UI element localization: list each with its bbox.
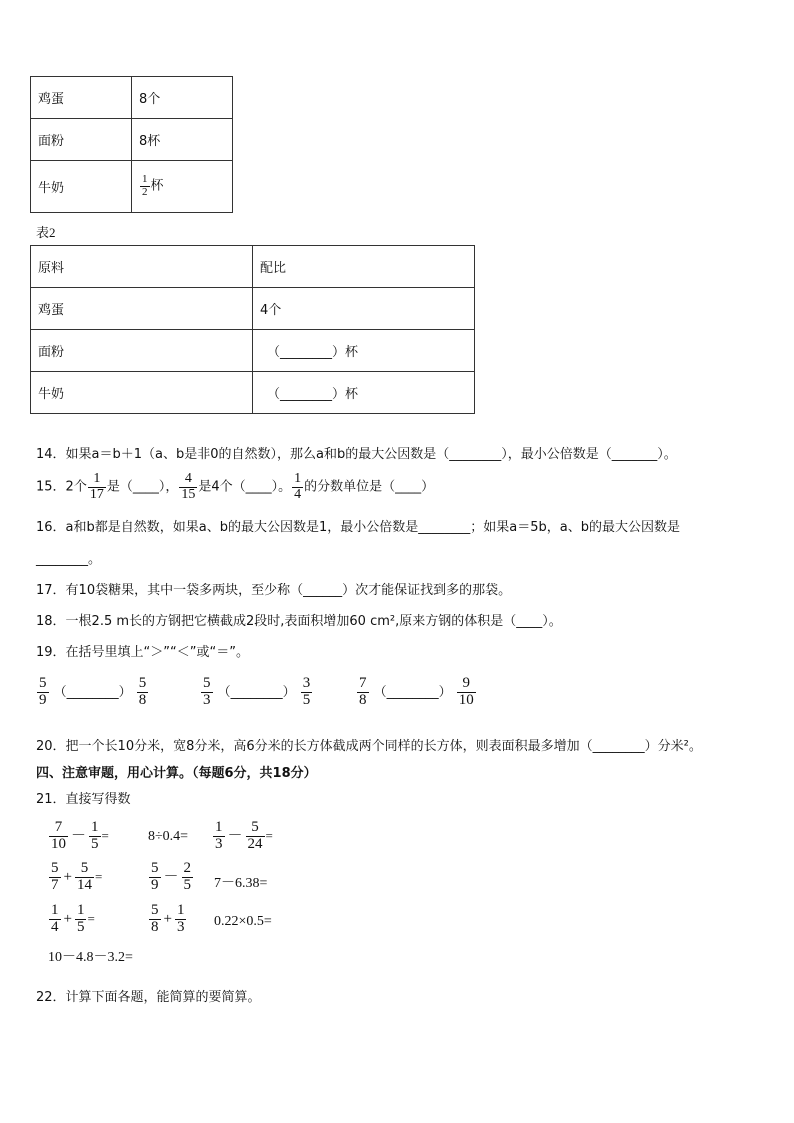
fraction: $\frac{5}{7}$ bbox=[51, 860, 59, 893]
fraction: $\frac{5}{14}$ bbox=[76, 860, 92, 893]
table1-amount: 8个 bbox=[132, 77, 233, 119]
ingredients-table-2 bbox=[30, 245, 475, 414]
calc-expression-3: $\frac{1}{3}$ － $\frac{5}{24}$ = bbox=[215, 819, 273, 852]
calc-expression-2: 8÷0.4= bbox=[148, 829, 189, 844]
calc-expression-6: 7－6.38= bbox=[214, 876, 268, 891]
fraction: $\frac{4}{15}$ bbox=[181, 471, 196, 502]
table2-amount: （________）杯 bbox=[253, 372, 475, 414]
fraction: $\frac{5}{8}$ bbox=[138, 675, 147, 708]
table2-caption: 表2 bbox=[36, 225, 56, 240]
calc-expression-8: $\frac{5}{8}$ + $\frac{1}{3}$ bbox=[151, 902, 185, 935]
fraction: $\frac{1}{3}$ bbox=[176, 902, 185, 935]
fraction: $\frac{5}{9}$ bbox=[151, 860, 159, 893]
calc-expression-9: 0.22×0.5= bbox=[214, 914, 272, 929]
table1-amount: 8杯 bbox=[132, 119, 233, 161]
question-17: 17．有10袋糖果，其中一袋多两块，至少称（______）次才能保证找到多的那袋。 bbox=[36, 583, 512, 598]
question-14: 14．如果a＝b＋1（a、b是非0的自然数），那么a和b的最大公因数是（________），最小公倍数是（_______）。 bbox=[36, 447, 677, 462]
calc-expression-1: $\frac{7}{10}$ － $\frac{1}{5}$ = bbox=[51, 819, 109, 852]
fraction: $\frac{5}{24}$ bbox=[247, 819, 263, 852]
comparison-blank[interactable]: （________） bbox=[53, 684, 132, 700]
fraction: $\frac{3}{5}$ bbox=[302, 675, 311, 708]
comparison-pair-3 bbox=[356, 676, 477, 709]
question-15: 15．2个 $\frac{1}{17}$ 是（____）， $\frac{4}{15}$ 是4个（____）。 $\frac{1}{4}$ 的分数单位是（____） bbox=[36, 471, 435, 502]
table2-item: 面粉 bbox=[31, 330, 253, 372]
calc-expression-5: $\frac{5}{9}$ － $\frac{2}{5}$ bbox=[151, 860, 192, 893]
question-21: 21．直接写得数 bbox=[36, 792, 131, 807]
comparison-pair-1 bbox=[36, 676, 149, 709]
comparison-blank[interactable]: （________） bbox=[373, 684, 452, 700]
comparison-blank[interactable]: （________） bbox=[217, 684, 296, 700]
comparison-pair-2 bbox=[200, 676, 313, 709]
table1-item: 鸡蛋 bbox=[31, 77, 132, 119]
fraction: $\frac{1}{2}$ bbox=[142, 173, 148, 198]
fraction: $\frac{1}{4}$ bbox=[51, 902, 59, 935]
fraction: $\frac{2}{5}$ bbox=[183, 860, 192, 893]
fraction: $\frac{1}{3}$ bbox=[215, 819, 223, 852]
table1-item: 面粉 bbox=[31, 119, 132, 161]
fraction: $\frac{5}{8}$ bbox=[151, 902, 159, 935]
question-18: 18．一根2.5 m长的方钢把它横截成2段时,表面积增加60 cm²,原来方钢的体积是（____）。 bbox=[36, 614, 562, 629]
fraction: $\frac{1}{5}$ bbox=[76, 902, 85, 935]
table2-amount: 4个 bbox=[253, 288, 475, 330]
table1-amount-fraction-cell: $\frac{1}{2}$ 杯 bbox=[132, 161, 233, 213]
fraction: $\frac{7}{10}$ bbox=[51, 819, 66, 852]
calc-expression-4: $\frac{5}{7}$ + $\frac{5}{14}$ = bbox=[51, 860, 103, 893]
fraction: $\frac{1}{17}$ bbox=[89, 471, 104, 502]
calc-expression-7: $\frac{1}{4}$ + $\frac{1}{5}$ = bbox=[51, 902, 95, 935]
fraction: $\frac{9}{10}$ bbox=[458, 675, 474, 708]
ingredients-table-1 bbox=[30, 76, 233, 213]
question-16-line2: ________。 bbox=[36, 552, 102, 567]
table2-amount: （________）杯 bbox=[253, 330, 475, 372]
fraction: $\frac{1}{5}$ bbox=[91, 819, 99, 852]
table2-item: 鸡蛋 bbox=[31, 288, 253, 330]
table2-header-ratio: 配比 bbox=[253, 246, 475, 288]
question-19: 19．在括号里填上“＞”“＜”或“＝”。 bbox=[36, 645, 249, 660]
question-20: 20．把一个长10分米，宽8分米，高6分米的长方体截成两个同样的长方体，则表面积最多增加（________）分米²。 bbox=[36, 739, 702, 754]
question-16-line1: 16．a和b都是自然数，如果a、b的最大公因数是1，最小公倍数是________；如果a＝5b，a、b的最大公因数是 bbox=[36, 520, 680, 535]
table2-header-ingredient: 原料 bbox=[31, 246, 253, 288]
fraction: $\frac{5}{9}$ bbox=[39, 675, 47, 708]
calc-expression-10: 10－4.8－3.2= bbox=[48, 950, 133, 965]
fraction: $\frac{7}{8}$ bbox=[359, 675, 367, 708]
table2-item: 牛奶 bbox=[31, 372, 253, 414]
fraction: $\frac{5}{3}$ bbox=[203, 675, 211, 708]
question-22: 22．计算下面各题，能简算的要简算。 bbox=[36, 990, 261, 1005]
section-4-heading: 四、注意审题，用心计算。（每题6分，共18分） bbox=[36, 766, 317, 781]
fraction: $\frac{1}{4}$ bbox=[294, 471, 302, 502]
table1-item: 牛奶 bbox=[31, 161, 132, 213]
